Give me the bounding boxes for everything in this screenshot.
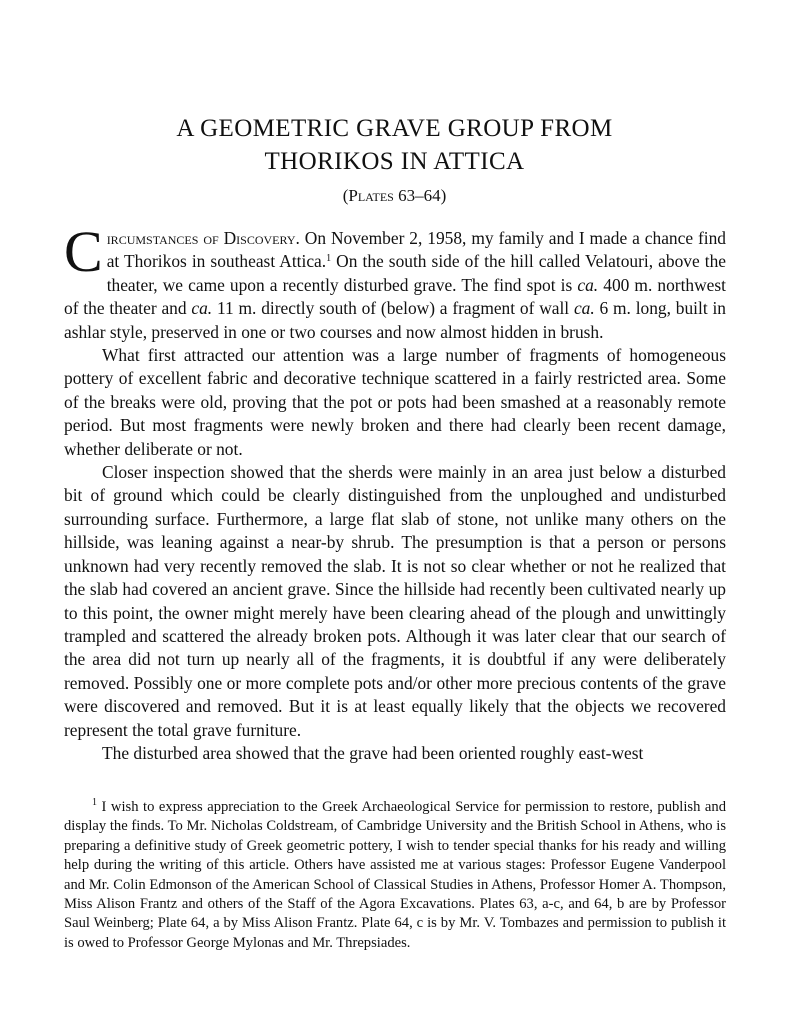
paragraph-4: The disturbed area showed that the grave had been oriented roughly east-west — [102, 742, 644, 763]
footnote-marker: 1 — [92, 797, 97, 808]
ca-italic: ca. — [577, 274, 599, 295]
ca-italic: ca. — [573, 298, 595, 319]
p1-text-b: On the south side of the hill called Velatouri, above the theater, we came upon a recently disturbed grave. The find spot is — [106, 251, 726, 295]
title-line-2: THORIKOS IN ATTICA — [264, 148, 525, 175]
section-lead: ircumstances of Discovery. — [106, 228, 300, 248]
p1-text-a: On November 2, 1958, my family and I made a chance find at Thorikos in southeast Attica. — [106, 228, 726, 272]
plates-reference: (Plates 63–64) — [342, 186, 447, 205]
paragraph-3: Closer inspection showed that the sherds were mainly in an area just below a disturbed bit of ground which could be clearly distinguished from the unploughed and undisturbed surrounding surface. Furthermore, a large flat slab of stone, not unlike many others on the hillside, was leaning against a near-by shrub. The presumption is that a person or persons unknown had very recently removed the slab. It is not so clear whether or not he realized that the slab had covered an ancient grave. Since the hillside had recently been cultivated nearly up to this point, the owner might merely have been clearing ahead of the plough and unwittingly trampled and scattered the already broken pots. Although it was later clear that our search of the area did not turn up nearly all of the fragments, it is doubtful if any were deliberately removed. Possibly one or more complete pots and/or other more precious contents of the grave were discovered and removed. But it is at least equally likely that the objects we recovered represent the total grave furniture. — [64, 462, 726, 740]
footnote — [64, 798, 726, 953]
paragraph-1 — [64, 219, 727, 344]
footnote-reference[interactable]: 1 — [326, 253, 332, 265]
p1-text-d: 11 m. directly south of (below) a fragment of wall — [212, 298, 574, 319]
article-title — [0, 112, 789, 178]
ca-italic: ca. — [191, 298, 213, 319]
p1-text-c: 400 m. northwest of the theater and — [64, 274, 726, 319]
article-body — [64, 219, 727, 765]
drop-cap: C — [64, 219, 103, 284]
title-line-1: A GEOMETRIC GRAVE GROUP FROM — [176, 115, 613, 142]
paragraph-2: What first attracted our attention was a large number of fragments of homogeneous pottery of excellent fabric and decorative technique scattered in a fairly restricted area. Some of the breaks were old, proving that the pot or pots had been smashed at a reasonably remote period. But most fragments were newly broken and there had clearly been recent damage, whether deliberate or not. — [64, 345, 726, 459]
footnote-text: I wish to express appreciation to the Greek Archaeological Service for permission to restore, publish and display the finds. To Mr. Nicholas Coldstream, of Cambridge University and the British School in Athens, who is preparing a definitive study of Greek geometric pottery, I wish to tender special thanks for his ready and willing help during the writing of this article. Others have assisted me at various stages: Professor Eugene Vanderpool and Mr. Colin Edmonson of the American School of Classical Studies in Athens, Professor Homer A. Thompson, Miss Alison Frantz and others of the Staff of the Agora Excavations. Plates 63, a-c, and 64, b are by Professor Saul Weinberg; Plate 64, a by Miss Alison Frantz. Plate 64, c is by Mr. V. Tombazes and permission to publish it is owed to Professor George Mylonas and Mr. Threpsiades. — [64, 799, 726, 951]
footnote-1 — [64, 798, 726, 953]
p1-text-e: 6 m. long, built in ashlar style, preserved in one or two courses and now almost hidden in brush. — [64, 298, 727, 342]
